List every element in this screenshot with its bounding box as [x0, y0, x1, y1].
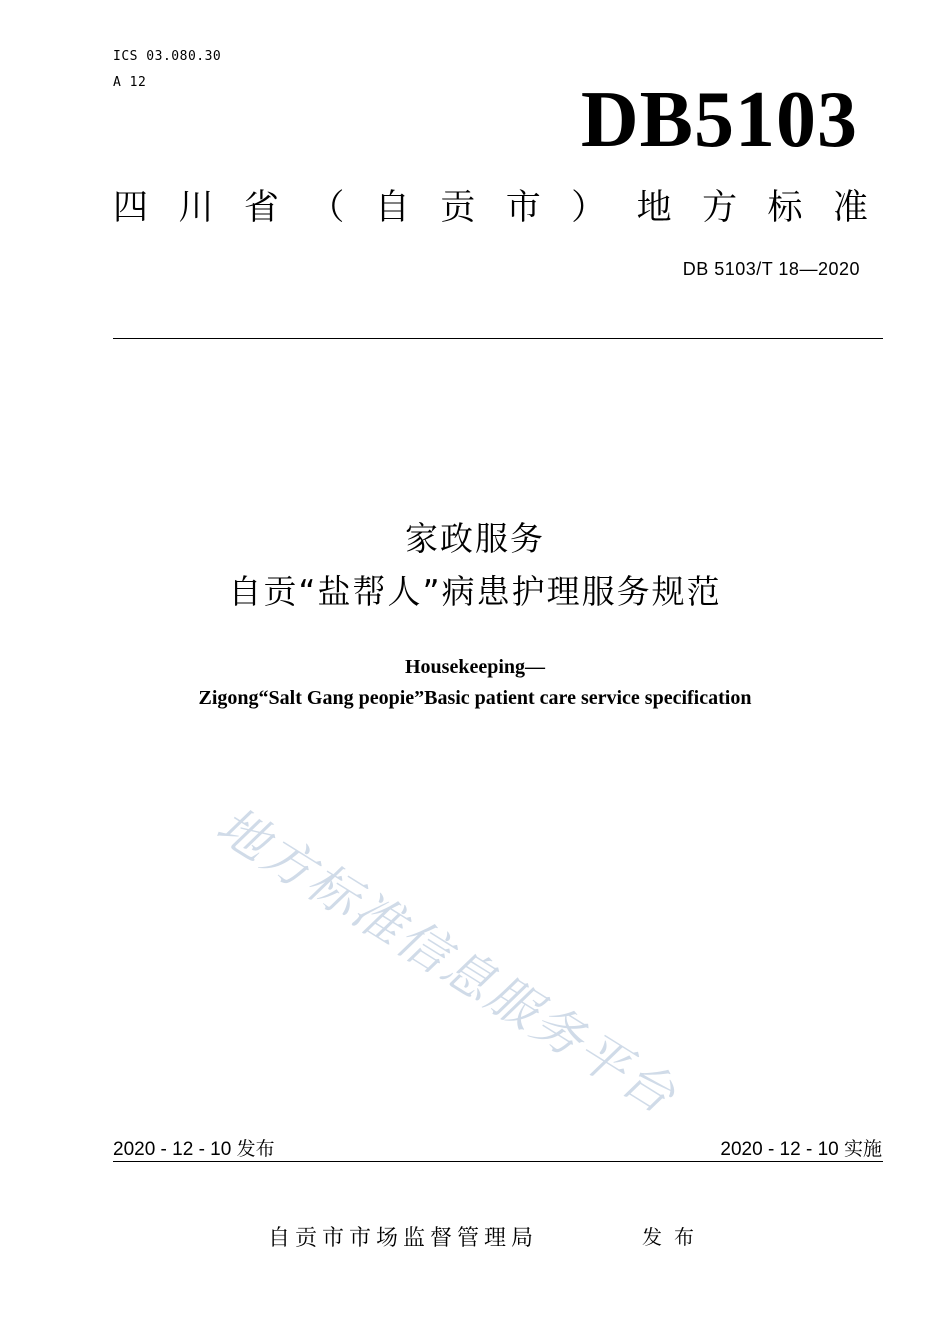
standard-type-char: 准 [832, 188, 868, 228]
title-zh-line1: 家政服务 [405, 519, 545, 558]
standard-type-char: 方 [702, 188, 738, 228]
standard-type-char: 地 [636, 188, 672, 228]
standard-type-heading [113, 186, 868, 230]
issue-word: 发布 [642, 1225, 706, 1249]
title-en-line2: Zigong“Salt Gang peopie”Basic patient care service specification [198, 687, 752, 709]
issue-date: 2020 - 12 - 10 发布 [113, 1139, 275, 1160]
watermark: 地方标准信息服务平台 [206, 795, 687, 1126]
title-zh-line2: 自贡“盐帮人”病患护理服务规范 [228, 572, 722, 611]
standard-type-char: 标 [767, 188, 803, 228]
standard-number: DB 5103/T 18—2020 [682, 259, 860, 279]
db-logo: DB5103 [580, 76, 858, 164]
title-en-line1: Housekeeping— [404, 656, 546, 678]
standard-type-char: 市 [505, 188, 541, 228]
issuing-authority: 自贡市市场监督管理局 [268, 1226, 539, 1251]
implementation-date: 2020 - 12 - 10 实施 [720, 1139, 882, 1160]
bottom-divider [113, 1161, 883, 1162]
standard-type-char: 川 [178, 188, 214, 228]
classification-code: A 12 [113, 75, 147, 90]
standard-type-char: （ [309, 188, 345, 228]
standard-type-char: 省 [243, 188, 279, 228]
ics-code: ICS 03.080.30 [113, 49, 222, 64]
top-divider [113, 338, 883, 339]
standard-type-char: ） [571, 188, 607, 228]
standard-type-char: 贡 [440, 188, 476, 228]
standard-type-char: 四 [113, 188, 149, 228]
standard-type-char: 自 [374, 188, 410, 228]
